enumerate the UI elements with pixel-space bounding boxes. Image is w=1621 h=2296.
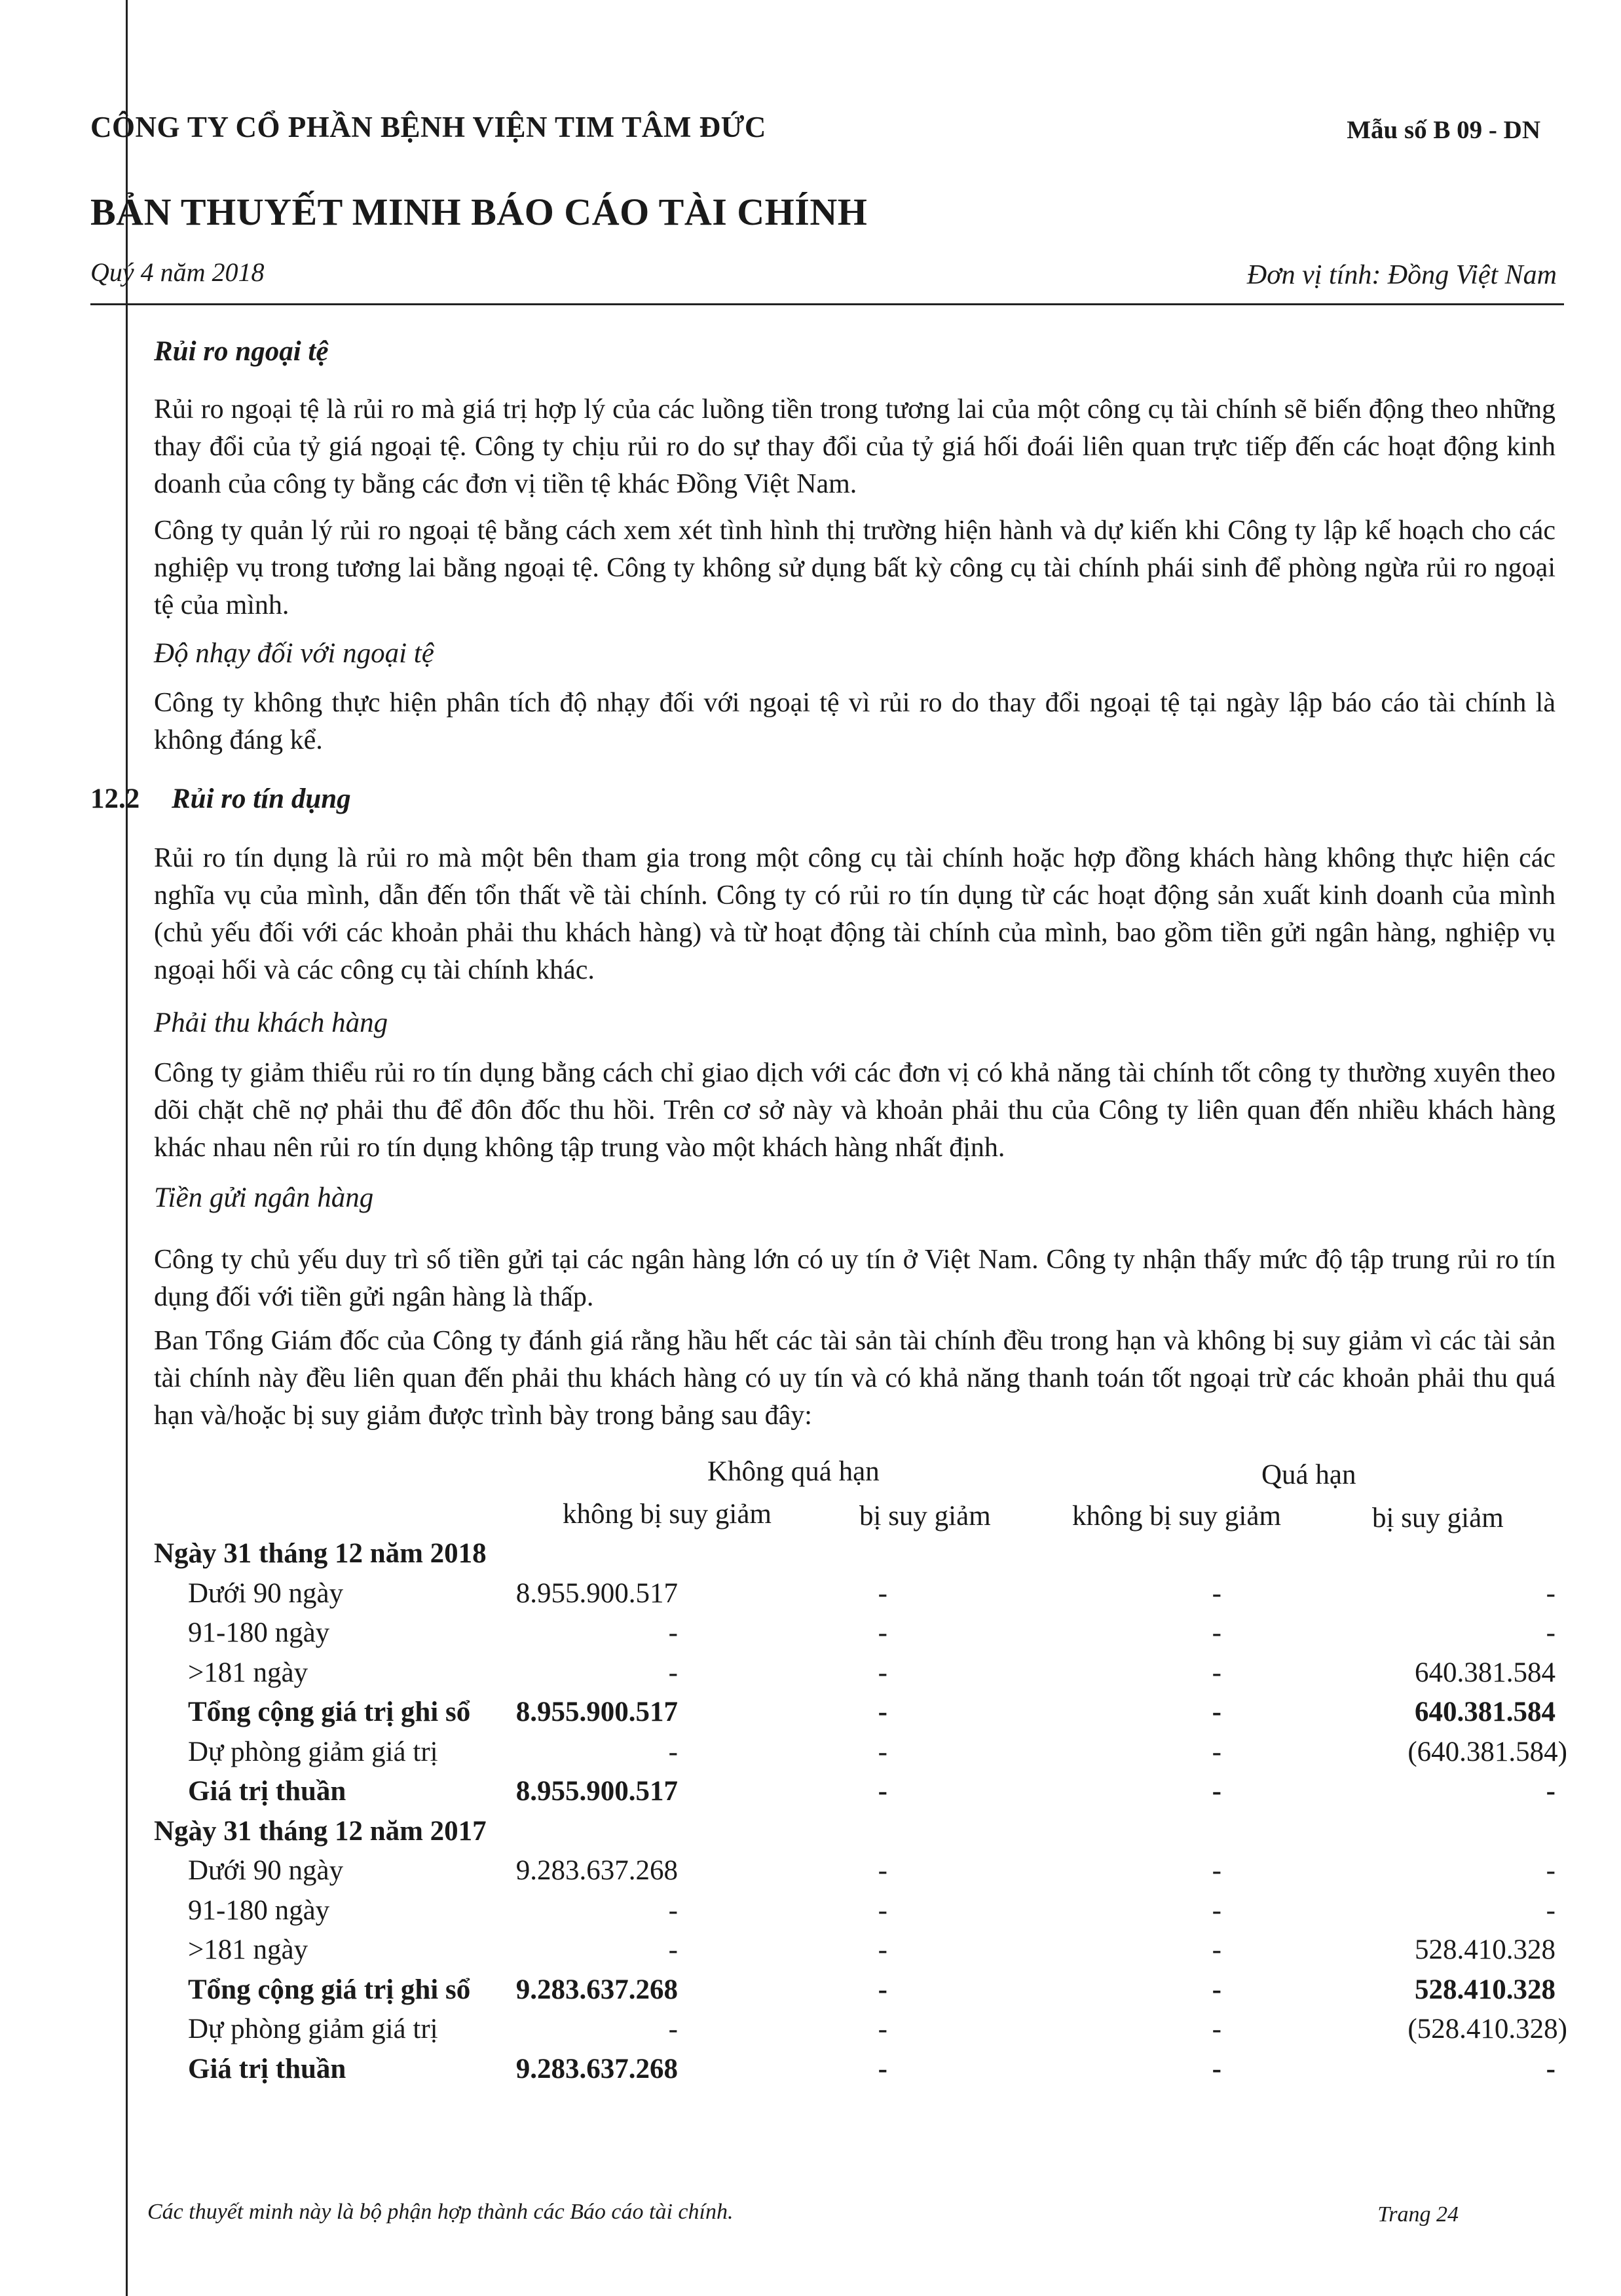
- table-cell-c4: -: [1546, 1855, 1556, 1886]
- company-name: CÔNG TY CỔ PHẦN BỆNH VIỆN TIM TÂM ĐỨC: [90, 111, 766, 143]
- table-cell-c2: -: [878, 1776, 887, 1807]
- table-cell-c4: -: [1546, 2053, 1556, 2084]
- table-row: [154, 2013, 1567, 2053]
- table-row: [154, 1736, 1567, 1776]
- table-row-label: Ngày 31 tháng 12 năm 2018: [154, 1538, 487, 1569]
- table-cell-c3: -: [1212, 1776, 1221, 1807]
- table-cell-c1: -: [668, 1657, 678, 1688]
- page-number: Trang 24: [1377, 2202, 1459, 2227]
- table-cell-c4: 528.410.328: [1415, 1934, 1556, 1965]
- table-cell-c1: 9.283.637.268: [515, 2053, 678, 2084]
- table-cell-c3: -: [1212, 1934, 1221, 1965]
- table-cell-c4: (528.410.328): [1407, 2014, 1567, 2044]
- table-col-3-header: không bị suy giảm: [1072, 1501, 1281, 1532]
- table-cell-c2: -: [878, 1577, 887, 1609]
- table-cell-c1: -: [668, 1617, 678, 1648]
- table-cell-c4: (640.381.584): [1407, 1736, 1567, 1767]
- table-group-not-overdue: Không quá hạn: [707, 1456, 880, 1487]
- table-cell-c2: -: [878, 1894, 887, 1926]
- table-cell-c3: -: [1212, 1974, 1221, 2005]
- table-row-label: Dự phòng giảm giá trị: [188, 1736, 438, 1767]
- table-cell-c4: -: [1546, 1577, 1556, 1609]
- binding-margin-line: [126, 0, 128, 2296]
- table-cell-c2: -: [878, 1974, 887, 2005]
- credit-risk-paragraph-4: Ban Tổng Giám đốc của Công ty đánh giá rằng hầu hết các tài sản tài chính đều trong hạn và không bị suy giảm vì các tài sản tài chính này đều liên quan đến phải thu khách hàng có uy tín và có khả năng thanh toán tốt ngoại trừ các khoản phải thu quá hạn và/hoặc bị suy giảm được trình bày trong bảng sau đây:: [154, 1326, 1556, 1431]
- table-cell-c2: -: [878, 1934, 887, 1965]
- table-cell-c3: -: [1212, 1617, 1221, 1648]
- table-row: [154, 1617, 1562, 1657]
- fx-risk-paragraph-2: Công ty quản lý rủi ro ngoại tệ bằng cách xem xét tình hình thị trường hiện hành và dự kiến khi Công ty lập kế hoạch cho các nghiệp vụ trong tương lai bằng ngoại tệ. Công ty không sử dụng bất kỳ công cụ tài chính phái sinh để phòng ngừa rủi ro ngoại tệ của mình.: [154, 516, 1556, 620]
- table-cell-c3: -: [1212, 1894, 1221, 1926]
- table-cell-c2: -: [878, 1657, 887, 1688]
- fx-risk-paragraph-1: Rủi ro ngoại tệ là rủi ro mà giá trị hợp lý của các luồng tiền trong tương lai của một công cụ tài chính sẽ biến động theo những thay đổi của tỷ giá ngoại tệ. Công ty chịu rủi ro do sự thay đổi của tỷ giá hối đoái liên quan trực tiếp đến các hoạt động kinh doanh của công ty bằng các đơn vị tiền tệ khác Đồng Việt Nam.: [154, 394, 1556, 499]
- receivables-heading: Phải thu khách hàng: [154, 1007, 388, 1038]
- table-cell-c1: 9.283.637.268: [515, 1974, 678, 2005]
- table-cell-c2: -: [878, 1617, 887, 1648]
- table-cell-c3: -: [1212, 2014, 1221, 2044]
- receivables-aging-table: [154, 1537, 1567, 2092]
- table-cell-c2: -: [878, 2053, 887, 2084]
- table-row-label: >181 ngày: [188, 1934, 308, 1965]
- table-row-label: Giá trị thuần: [188, 1776, 346, 1807]
- document-title: BẢN THUYẾT MINH BÁO CÁO TÀI CHÍNH: [90, 191, 868, 233]
- table-row-label: 91-180 ngày: [188, 1894, 330, 1926]
- table-cell-c1: -: [668, 1736, 678, 1767]
- table-cell-c2: -: [878, 1697, 887, 1727]
- table-row-label: Dưới 90 ngày: [188, 1855, 344, 1886]
- table-row-label: 91-180 ngày: [188, 1617, 330, 1648]
- credit-risk-section-number: 12.2: [90, 783, 140, 814]
- fx-risk-heading: Rủi ro ngoại tệ: [154, 336, 329, 367]
- credit-risk-paragraph-1: Rủi ro tín dụng là rủi ro mà một bên tham gia trong một công cụ tài chính hoặc hợp đồng khách hàng không thực hiện các nghĩa vụ của mình, dẫn đến tổn thất về tài chính. Công ty có rủi ro tín dụng từ các hoạt động sản xuất kinh doanh của mình (chủ yếu đối với các khoản phải thu khách hàng) và từ hoạt động tài chính của mình, bao gồm tiền gửi ngân hàng, nghiệp vụ ngoại hối và các công cụ tài chính khác.: [154, 843, 1556, 985]
- table-row-label: Dưới 90 ngày: [188, 1577, 344, 1609]
- table-row: [154, 1854, 1562, 1894]
- table-row: [154, 1696, 1562, 1736]
- table-row: [154, 2053, 1562, 2093]
- table-cell-c4: -: [1546, 1894, 1556, 1926]
- table-row: [154, 1894, 1562, 1934]
- table-cell-c2: -: [878, 1736, 887, 1767]
- table-cell-c3: -: [1212, 2053, 1221, 2084]
- table-cell-c1: 9.283.637.268: [515, 1855, 678, 1886]
- table-col-2-header: bị suy giảm: [859, 1501, 991, 1532]
- table-cell-c3: -: [1212, 1657, 1221, 1688]
- table-row-label: Giá trị thuần: [188, 2053, 346, 2084]
- table-row: [154, 1775, 1562, 1815]
- table-row-label: Dự phòng giảm giá trị: [188, 2014, 438, 2044]
- credit-risk-paragraph-2: Công ty giảm thiểu rủi ro tín dụng bằng cách chỉ giao dịch với các đơn vị có khả năng tài chính tốt công ty thường xuyên theo dõi chặt chẽ nợ phải thu để đôn đốc thu hồi. Trên cơ sở này và khoản phải thu của Công ty liên quan đến nhiều khách hàng khác nhau nên rủi ro tín dụng không tập trung vào một khách hàng nhất định.: [154, 1058, 1556, 1163]
- table-cell-c1: -: [668, 2014, 678, 2044]
- table-cell-c4: -: [1546, 1617, 1556, 1648]
- table-cell-c1: 8.955.900.517: [515, 1776, 678, 1807]
- table-cell-c1: -: [668, 1894, 678, 1926]
- table-cell-c4: 640.381.584: [1415, 1697, 1556, 1727]
- table-cell-c3: -: [1212, 1855, 1221, 1886]
- table-cell-c3: -: [1212, 1577, 1221, 1609]
- reporting-period: Quý 4 năm 2018: [90, 257, 265, 287]
- table-cell-c1: 8.955.900.517: [515, 1697, 678, 1727]
- footer-note: Các thuyết minh này là bộ phận hợp thành các Báo cáo tài chính.: [147, 2200, 734, 2224]
- credit-risk-heading: Rủi ro tín dụng: [172, 783, 351, 814]
- table-cell-c1: -: [668, 1934, 678, 1965]
- table-row: [154, 1537, 1562, 1577]
- fx-risk-paragraph-3: Công ty không thực hiện phân tích độ nhạy đối với ngoại tệ vì rủi ro do thay đổi ngoại tệ tại ngày lập báo cáo tài chính là không đáng kể.: [154, 688, 1556, 755]
- bank-deposits-heading: Tiền gửi ngân hàng: [154, 1182, 374, 1213]
- table-row: [154, 1974, 1562, 2014]
- table-cell-c4: 528.410.328: [1415, 1974, 1556, 2005]
- table-row: [154, 1577, 1562, 1617]
- table-cell-c4: 640.381.584: [1415, 1657, 1556, 1688]
- table-cell-c3: -: [1212, 1697, 1221, 1727]
- form-code: Mẫu số B 09 - DN: [1347, 116, 1540, 144]
- table-row-label: >181 ngày: [188, 1657, 308, 1688]
- table-row: [154, 1934, 1562, 1974]
- table-group-overdue: Quá hạn: [1261, 1459, 1356, 1490]
- table-cell-c4: -: [1546, 1776, 1556, 1807]
- table-cell-c2: -: [878, 1855, 887, 1886]
- table-row: [154, 1657, 1562, 1697]
- table-row: [154, 1815, 1562, 1855]
- table-row-label: Tổng cộng giá trị ghi sổ: [188, 1974, 471, 2005]
- currency-unit: Đơn vị tính: Đồng Việt Nam: [1246, 260, 1557, 290]
- table-row-label: Tổng cộng giá trị ghi sổ: [188, 1697, 471, 1727]
- table-col-1-header: không bị suy giảm: [563, 1499, 772, 1530]
- table-row-label: Ngày 31 tháng 12 năm 2017: [154, 1815, 487, 1847]
- header-divider: [90, 303, 1564, 305]
- fx-sensitivity-heading: Độ nhạy đối với ngoại tệ: [154, 638, 434, 669]
- table-cell-c1: 8.955.900.517: [515, 1577, 678, 1609]
- table-cell-c2: -: [878, 2014, 887, 2044]
- credit-risk-paragraph-3: Công ty chủ yếu duy trì số tiền gửi tại các ngân hàng lớn có uy tín ở Việt Nam. Công ty nhận thấy mức độ tập trung rủi ro tín dụng đối với tiền gửi ngân hàng là thấp.: [154, 1245, 1556, 1312]
- table-cell-c3: -: [1212, 1736, 1221, 1767]
- table-col-4-header: bị suy giảm: [1372, 1503, 1504, 1534]
